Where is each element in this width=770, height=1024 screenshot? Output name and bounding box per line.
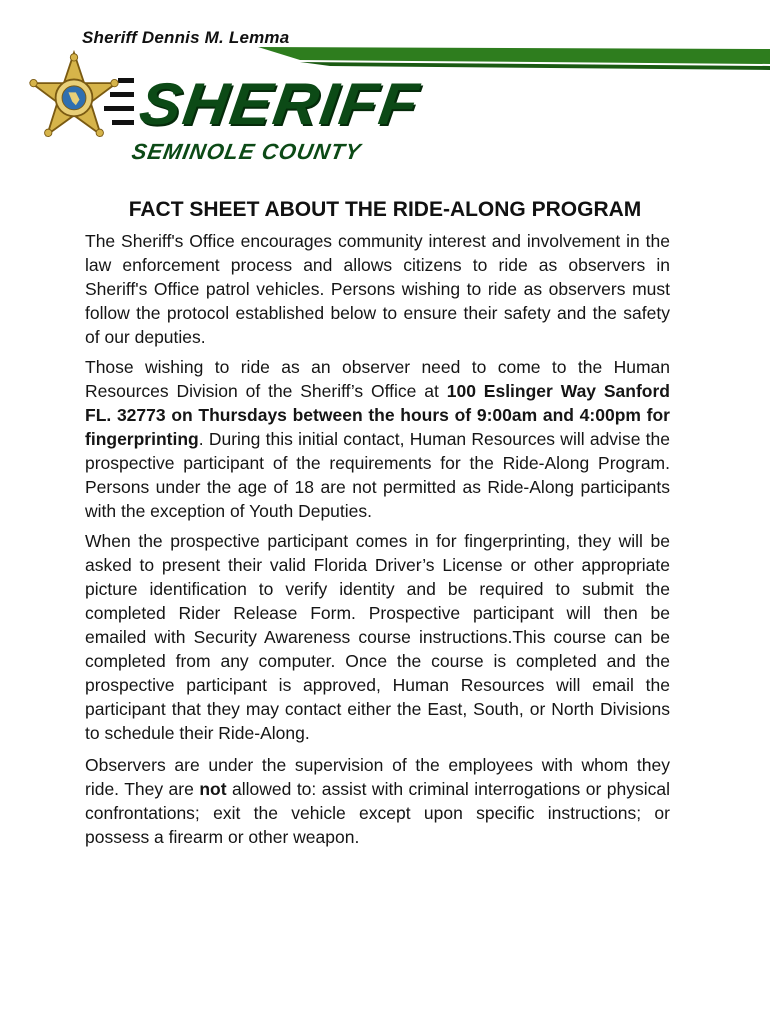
sheriff-star-badge-icon [28, 50, 120, 142]
paragraph-process: When the prospective participant comes in for fingerprinting, they will be asked to present their valid Florida Driver’s License or other appropriate picture identification to verify identity and be required to submit the completed Rider Release Form. Prospective participant will then be emailed with Security Awareness course instructions.This course can be completed from any computer. Once the course is completed and the prospective participant is approved, Human Resources will email the participant that they may contact either the East, South, or North Divisions to schedule their Ride-Along. [85, 531, 670, 743]
emphasis-not: not [199, 779, 227, 799]
logo-sheriff-wordmark: SHERIFF [135, 71, 424, 138]
paragraph-fingerprinting [85, 355, 670, 523]
address-and-hours: 100 Eslinger Way Sanford FL. 32773 on Thursdays between the hours of 9:00am and 4:00pm for fingerprinting [85, 381, 671, 449]
paragraph-text: . During this initial contact, Human Resources will advise the prospective participant of the requirements for the Ride-Along Program. Persons under the age of 18 are not permitted as Ride-Along participants with the exception of Youth Deputies. [85, 429, 670, 521]
paragraph-intro: The Sheriff's Office encourages community interest and involvement in the law enforcement process and allows citizens to ride as observers in Sheriff's Office patrol vehicles. Persons wishing to ride as observers must follow the protocol established below to ensure their safety and the safety of our deputies. [85, 231, 670, 347]
paragraph-restrictions [85, 753, 670, 849]
paragraph-text: allowed to: assist with criminal interrogations or physical confrontations; exit the vehicle except upon specific instructions; or possess a firearm or other weapon. [85, 779, 671, 847]
document-body [85, 229, 670, 855]
page-title: FACT SHEET ABOUT THE RIDE-ALONG PROGRAM [128, 198, 642, 221]
logo-county-wordmark: SEMINOLE COUNTY [129, 139, 364, 164]
sheriff-name: Sheriff Dennis M. Lemma [82, 28, 290, 47]
letterhead [0, 0, 770, 180]
paragraph-text: Observers are under the supervision of the employees with whom they ride. They are [85, 755, 670, 799]
paragraph-text: Those wishing to ride as an observer need to come to the Human Resources Division of the Sheriff’s Office at [85, 357, 670, 401]
